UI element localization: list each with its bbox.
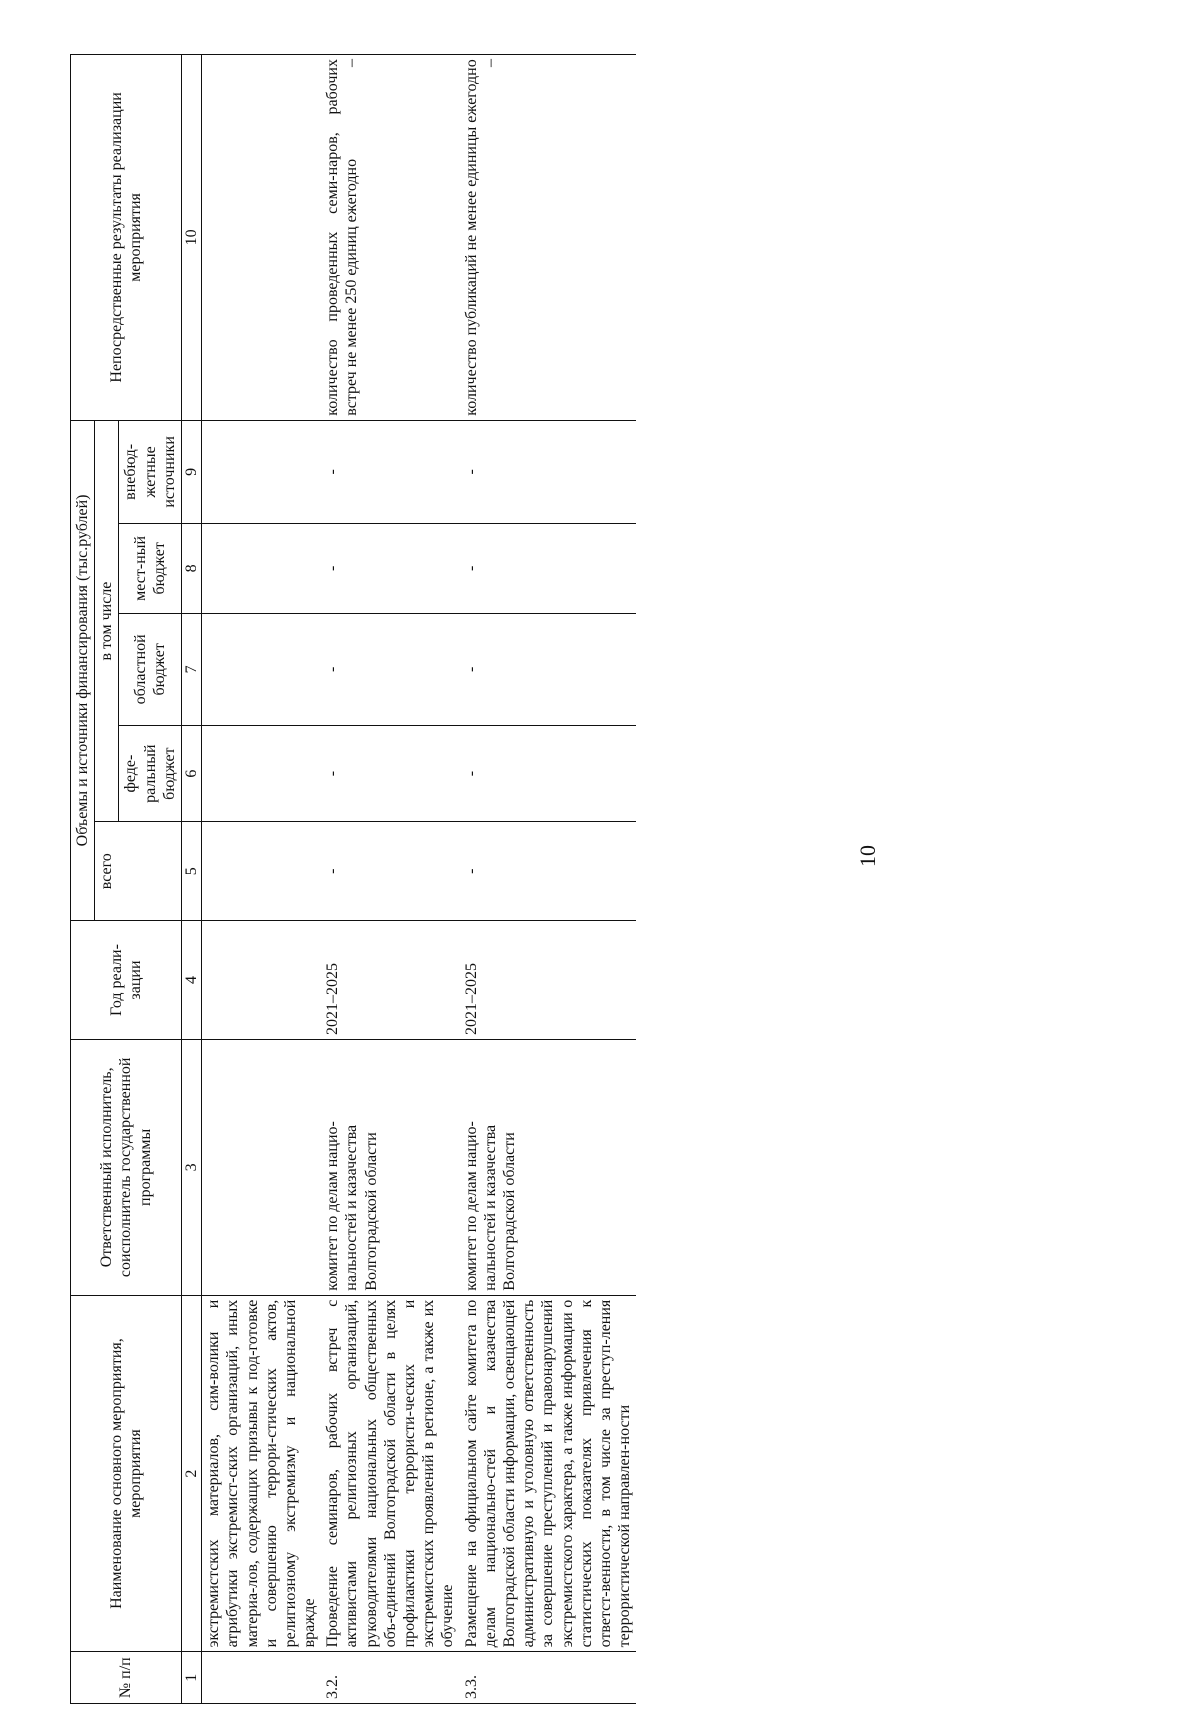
row-total: -	[460, 822, 637, 921]
table-row	[460, 55, 637, 1704]
header-local: мест-ный бюджет	[119, 523, 182, 613]
header-including: в том числе	[95, 420, 119, 822]
row-year	[202, 921, 322, 1040]
column-number: 6	[181, 725, 201, 821]
row-local: -	[321, 523, 459, 613]
row-num	[202, 1652, 322, 1704]
column-number: 1	[181, 1652, 201, 1704]
header-extra: внебюд-жетные источники	[119, 420, 182, 523]
header-regional: областной бюджет	[119, 613, 182, 725]
row-results-mark: –	[343, 59, 361, 67]
column-number: 10	[181, 55, 201, 421]
row-name: Проведение семинаров, рабочих встреч с активистами религиозных организаций, руководителями национальных общественных объ-единений Волгоградской области в целях профилактики террористи-ческих и экстремистских проявлений в регионе, а также их обучение	[321, 1295, 459, 1652]
row-results	[202, 55, 322, 421]
row-regional: -	[460, 613, 637, 725]
row-name: Размещение на официальном сайте комитета по делам национально-стей и казачества Волгоградской области информации, освещающей административную и уголовную ответственность за совершение преступлений и правонарушений экстремистского характера, а также информации о статистических показателях привлечения к ответст-венности, в том числе за преступ-ления террористической направлен-ности	[460, 1295, 637, 1652]
row-year: 2021–2025	[321, 921, 459, 1040]
row-extra: -	[321, 420, 459, 523]
row-federal: -	[460, 725, 637, 821]
row-federal	[202, 725, 322, 821]
row-num: 3.3.	[460, 1652, 637, 1704]
header-federal: феде-ральный бюджет	[119, 725, 182, 821]
column-number: 2	[181, 1295, 201, 1652]
header-results: Непосредственные результаты реализации мероприятия	[71, 55, 182, 421]
row-total	[202, 822, 322, 921]
row-year: 2021–2025	[460, 921, 637, 1040]
column-numbers-row	[181, 55, 201, 1704]
row-federal: -	[321, 725, 459, 821]
header-year: Год реали-зации	[71, 921, 182, 1040]
column-number: 5	[181, 822, 201, 921]
row-results-mark: –	[481, 59, 499, 67]
column-number: 3	[181, 1039, 201, 1295]
row-num: 3.2.	[321, 1652, 459, 1704]
column-number: 7	[181, 613, 201, 725]
row-local	[202, 523, 322, 613]
row-name: экстремистских материалов, сим-волики и атрибутики экстремист-ских организаций, иных материа-лов, содержащих призывы к под-готовке и совершению террори-стических актов, религиозному экстремизму и национальной вражде	[202, 1295, 322, 1652]
row-results-text: количество проведенных семи-наров, рабочих встреч не менее 250 единиц ежегодно	[324, 59, 361, 416]
header-funding: Объемы и источники финансирования (тыс.рублей)	[71, 420, 95, 920]
header-responsible: Ответственный исполнитель, соисполнитель государственной программы	[71, 1039, 182, 1295]
program-activities-table	[70, 54, 636, 1704]
row-responsible: комитет по делам нацио-нальностей и казачества Волгоградской области	[460, 1039, 637, 1295]
row-extra	[202, 420, 322, 523]
column-number: 4	[181, 921, 201, 1040]
row-local: -	[460, 523, 637, 613]
page-number: 10	[855, 845, 880, 867]
row-regional	[202, 613, 322, 725]
row-total: -	[321, 822, 459, 921]
column-number: 9	[181, 420, 201, 523]
row-results	[460, 55, 637, 421]
row-results	[321, 55, 459, 421]
column-number: 8	[181, 523, 201, 613]
row-responsible: комитет по делам нацио-нальностей и казачества Волгоградской области	[321, 1039, 459, 1295]
row-regional: -	[321, 613, 459, 725]
table-row	[321, 55, 459, 1704]
header-name: Наименование основного мероприятия, мероприятия	[71, 1295, 182, 1652]
row-extra: -	[460, 420, 637, 523]
row-responsible	[202, 1039, 322, 1295]
header-total: всего	[95, 822, 182, 921]
table-row	[202, 55, 322, 1704]
row-results-text: количество публикаций не менее единицы ежегодно	[462, 59, 480, 416]
header-num: № п/п	[71, 1652, 182, 1704]
